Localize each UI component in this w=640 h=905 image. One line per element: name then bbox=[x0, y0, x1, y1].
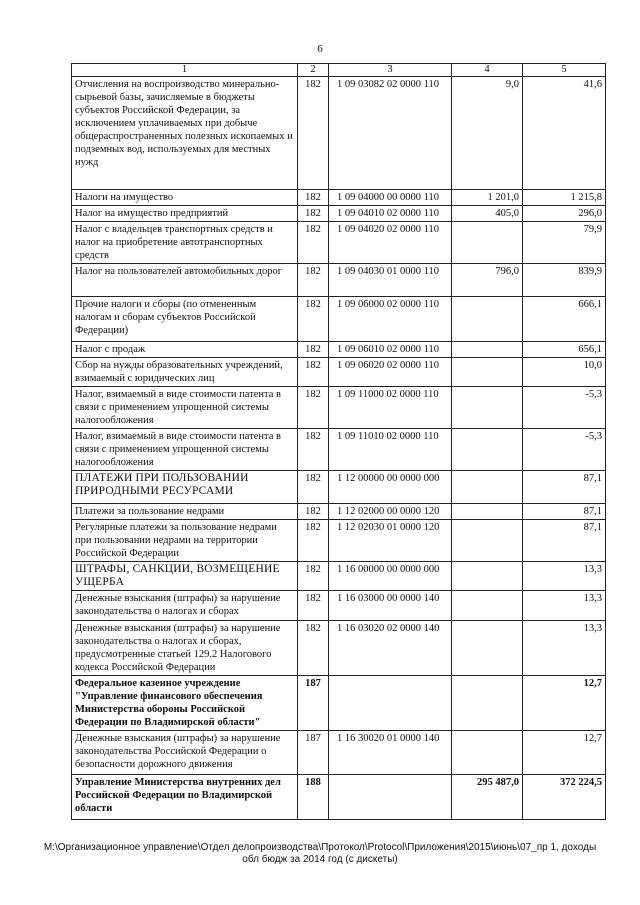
row-budget-code-cell: 1 09 04030 01 0000 110 bbox=[329, 264, 452, 297]
row-value-col4-cell: 796,0 bbox=[452, 264, 523, 297]
revenue-table bbox=[71, 63, 606, 820]
row-value-col5-cell: 666,1 bbox=[523, 297, 606, 342]
table-row bbox=[72, 222, 606, 264]
table-row bbox=[72, 206, 606, 222]
row-admin-code-cell: 182 bbox=[298, 562, 329, 591]
row-name-cell: Денежные взыскания (штрафы) за нарушение законодательства Российской Федерации о безопасности дорожного движения bbox=[72, 731, 298, 775]
row-name-cell: Федеральное казенное учреждение "Управление финансового обеспечения Министерства обороны Российской Федерации по Владимирской области" bbox=[72, 676, 298, 731]
row-admin-code-cell: 182 bbox=[298, 342, 329, 358]
row-admin-code-cell: 187 bbox=[298, 676, 329, 731]
row-budget-code-cell: 1 09 06020 02 0000 110 bbox=[329, 358, 452, 387]
row-admin-code-cell: 182 bbox=[298, 264, 329, 297]
row-budget-code-cell: 1 16 03020 02 0000 140 bbox=[329, 621, 452, 676]
row-admin-code-cell: 182 bbox=[298, 471, 329, 504]
row-budget-code-cell: 1 12 02030 01 0000 120 bbox=[329, 520, 452, 562]
table-row bbox=[72, 591, 606, 621]
row-value-col5-cell: 41,6 bbox=[523, 77, 606, 190]
table-row bbox=[72, 264, 606, 297]
row-value-col4-cell bbox=[452, 342, 523, 358]
row-value-col5-cell: 13,3 bbox=[523, 591, 606, 621]
row-value-col5-cell: 12,7 bbox=[523, 676, 606, 731]
row-admin-code-cell: 182 bbox=[298, 297, 329, 342]
row-name-cell: Денежные взыскания (штрафы) за нарушение законодательства о налогах и сборах bbox=[72, 591, 298, 621]
row-name-cell: Денежные взыскания (штрафы) за нарушение законодательства о налогах и сборах, предусмотренные статьей 129.2 Налогового кодекса Российской Федерации bbox=[72, 621, 298, 676]
row-value-col4-cell bbox=[452, 429, 523, 471]
table-row bbox=[72, 77, 606, 190]
row-value-col4-cell: 9,0 bbox=[452, 77, 523, 190]
row-value-col4-cell bbox=[452, 358, 523, 387]
row-admin-code-cell: 182 bbox=[298, 222, 329, 264]
row-budget-code-cell: 1 09 06010 02 0000 110 bbox=[329, 342, 452, 358]
row-budget-code-cell bbox=[329, 676, 452, 731]
row-value-col4-cell: 1 201,0 bbox=[452, 190, 523, 206]
table-row bbox=[72, 520, 606, 562]
row-name-cell: Налог, взимаемый в виде стоимости патента в связи с применением упрощенной системы налогообложения bbox=[72, 387, 298, 429]
row-value-col5-cell: 1 215,8 bbox=[523, 190, 606, 206]
row-value-col5-cell: 13,3 bbox=[523, 621, 606, 676]
table-row bbox=[72, 562, 606, 591]
row-name-cell: Налог с продаж bbox=[72, 342, 298, 358]
row-value-col4-cell bbox=[452, 297, 523, 342]
header-cell: 1 bbox=[72, 64, 298, 77]
row-value-col5-cell: 656,1 bbox=[523, 342, 606, 358]
row-budget-code-cell: 1 09 04020 02 0000 110 bbox=[329, 222, 452, 264]
row-name-cell: Налог с владельцев транспортных средств и налог на приобретение автотранспортных средств bbox=[72, 222, 298, 264]
table-row bbox=[72, 190, 606, 206]
row-admin-code-cell: 188 bbox=[298, 775, 329, 820]
row-budget-code-cell: 1 09 04000 00 0000 110 bbox=[329, 190, 452, 206]
row-budget-code-cell: 1 09 11010 02 0000 110 bbox=[329, 429, 452, 471]
row-value-col5-cell: -5,3 bbox=[523, 429, 606, 471]
row-value-col4-cell: 405,0 bbox=[452, 206, 523, 222]
table-row bbox=[72, 342, 606, 358]
row-value-col4-cell bbox=[452, 621, 523, 676]
row-value-col5-cell: -5,3 bbox=[523, 387, 606, 429]
row-name-cell: Налоги на имущество bbox=[72, 190, 298, 206]
row-value-col4-cell bbox=[452, 387, 523, 429]
row-budget-code-cell: 1 09 04010 02 0000 110 bbox=[329, 206, 452, 222]
row-name-cell: Налог, взимаемый в виде стоимости патента в связи с применением упрощенной системы налогообложения bbox=[72, 429, 298, 471]
row-value-col4-cell bbox=[452, 731, 523, 775]
row-name-cell: Управление Министерства внутренних дел Российской Федерации по Владимирской области bbox=[72, 775, 298, 820]
table-row bbox=[72, 387, 606, 429]
row-name-cell: ПЛАТЕЖИ ПРИ ПОЛЬЗОВАНИИ ПРИРОДНЫМИ РЕСУРСАМИ bbox=[72, 471, 298, 504]
table-row bbox=[72, 676, 606, 731]
row-value-col5-cell: 87,1 bbox=[523, 504, 606, 520]
row-admin-code-cell: 182 bbox=[298, 206, 329, 222]
row-value-col5-cell: 12,7 bbox=[523, 731, 606, 775]
row-budget-code-cell: 1 09 11000 02 0000 110 bbox=[329, 387, 452, 429]
page-number: 6 bbox=[317, 43, 323, 55]
file-path-footer: M:\Организационное управление\Отдел делопроизводства\Протокол\Protocol\Приложения\2015\июнь\07_пр 1, доходы обл бюдж за 2014 год (с дискеты) bbox=[43, 842, 597, 865]
row-admin-code-cell: 182 bbox=[298, 504, 329, 520]
row-value-col4-cell bbox=[452, 520, 523, 562]
row-value-col5-cell: 79,9 bbox=[523, 222, 606, 264]
table-row bbox=[72, 775, 606, 820]
row-value-col4-cell bbox=[452, 591, 523, 621]
row-budget-code-cell bbox=[329, 775, 452, 820]
row-budget-code-cell: 1 16 00000 00 0000 000 bbox=[329, 562, 452, 591]
row-value-col5-cell: 839,9 bbox=[523, 264, 606, 297]
row-value-col4-cell bbox=[452, 504, 523, 520]
row-name-cell: Сбор на нужды образовательных учреждений, взимаемый с юридических лиц bbox=[72, 358, 298, 387]
row-admin-code-cell: 182 bbox=[298, 387, 329, 429]
row-admin-code-cell: 182 bbox=[298, 520, 329, 562]
row-admin-code-cell: 182 bbox=[298, 621, 329, 676]
table-row bbox=[72, 429, 606, 471]
row-budget-code-cell: 1 09 06000 02 0000 110 bbox=[329, 297, 452, 342]
row-admin-code-cell: 182 bbox=[298, 358, 329, 387]
row-value-col5-cell: 10,0 bbox=[523, 358, 606, 387]
row-budget-code-cell: 1 16 03000 00 0000 140 bbox=[329, 591, 452, 621]
header-cell: 2 bbox=[298, 64, 329, 77]
row-value-col4-cell bbox=[452, 676, 523, 731]
row-budget-code-cell: 1 12 00000 00 0000 000 bbox=[329, 471, 452, 504]
row-name-cell: Регулярные платежи за пользование недрами при пользовании недрами на территории Российской Федерации bbox=[72, 520, 298, 562]
table-row bbox=[72, 621, 606, 676]
row-name-cell: Прочие налоги и сборы (по отмененным налогам и сборам субъектов Российской Федерации) bbox=[72, 297, 298, 342]
table-row bbox=[72, 358, 606, 387]
table-row bbox=[72, 731, 606, 775]
row-admin-code-cell: 182 bbox=[298, 77, 329, 190]
table-row bbox=[72, 471, 606, 504]
header-cell: 4 bbox=[452, 64, 523, 77]
row-admin-code-cell: 182 bbox=[298, 591, 329, 621]
row-value-col5-cell: 13,3 bbox=[523, 562, 606, 591]
row-admin-code-cell: 187 bbox=[298, 731, 329, 775]
row-name-cell: Отчисления на воспроизводство минерально-сырьевой базы, зачисляемые в бюджеты субъектов Российской Федерации, за исключением уплачиваемых при добыче общераспространенных полезных ископаемых и подземных вод, используемых для местных нужд bbox=[72, 77, 298, 190]
header-cell: 5 bbox=[523, 64, 606, 77]
row-value-col5-cell: 372 224,5 bbox=[523, 775, 606, 820]
row-value-col4-cell: 295 487,0 bbox=[452, 775, 523, 820]
row-value-col5-cell: 87,1 bbox=[523, 520, 606, 562]
row-value-col4-cell bbox=[452, 471, 523, 504]
row-name-cell: Налог на пользователей автомобильных дорог bbox=[72, 264, 298, 297]
row-name-cell: Налог на имущество предприятий bbox=[72, 206, 298, 222]
header-cell: 3 bbox=[329, 64, 452, 77]
row-value-col5-cell: 87,1 bbox=[523, 471, 606, 504]
row-value-col5-cell: 296,0 bbox=[523, 206, 606, 222]
row-budget-code-cell: 1 16 30020 01 0000 140 bbox=[329, 731, 452, 775]
row-admin-code-cell: 182 bbox=[298, 190, 329, 206]
table-row bbox=[72, 504, 606, 520]
row-budget-code-cell: 1 12 02000 00 0000 120 bbox=[329, 504, 452, 520]
row-admin-code-cell: 182 bbox=[298, 429, 329, 471]
row-name-cell: ШТРАФЫ, САНКЦИИ, ВОЗМЕЩЕНИЕ УЩЕРБА bbox=[72, 562, 298, 591]
table-row bbox=[72, 297, 606, 342]
table-header-row bbox=[72, 64, 606, 77]
row-budget-code-cell: 1 09 03082 02 0000 110 bbox=[329, 77, 452, 190]
row-name-cell: Платежи за пользование недрами bbox=[72, 504, 298, 520]
row-value-col4-cell bbox=[452, 562, 523, 591]
row-value-col4-cell bbox=[452, 222, 523, 264]
